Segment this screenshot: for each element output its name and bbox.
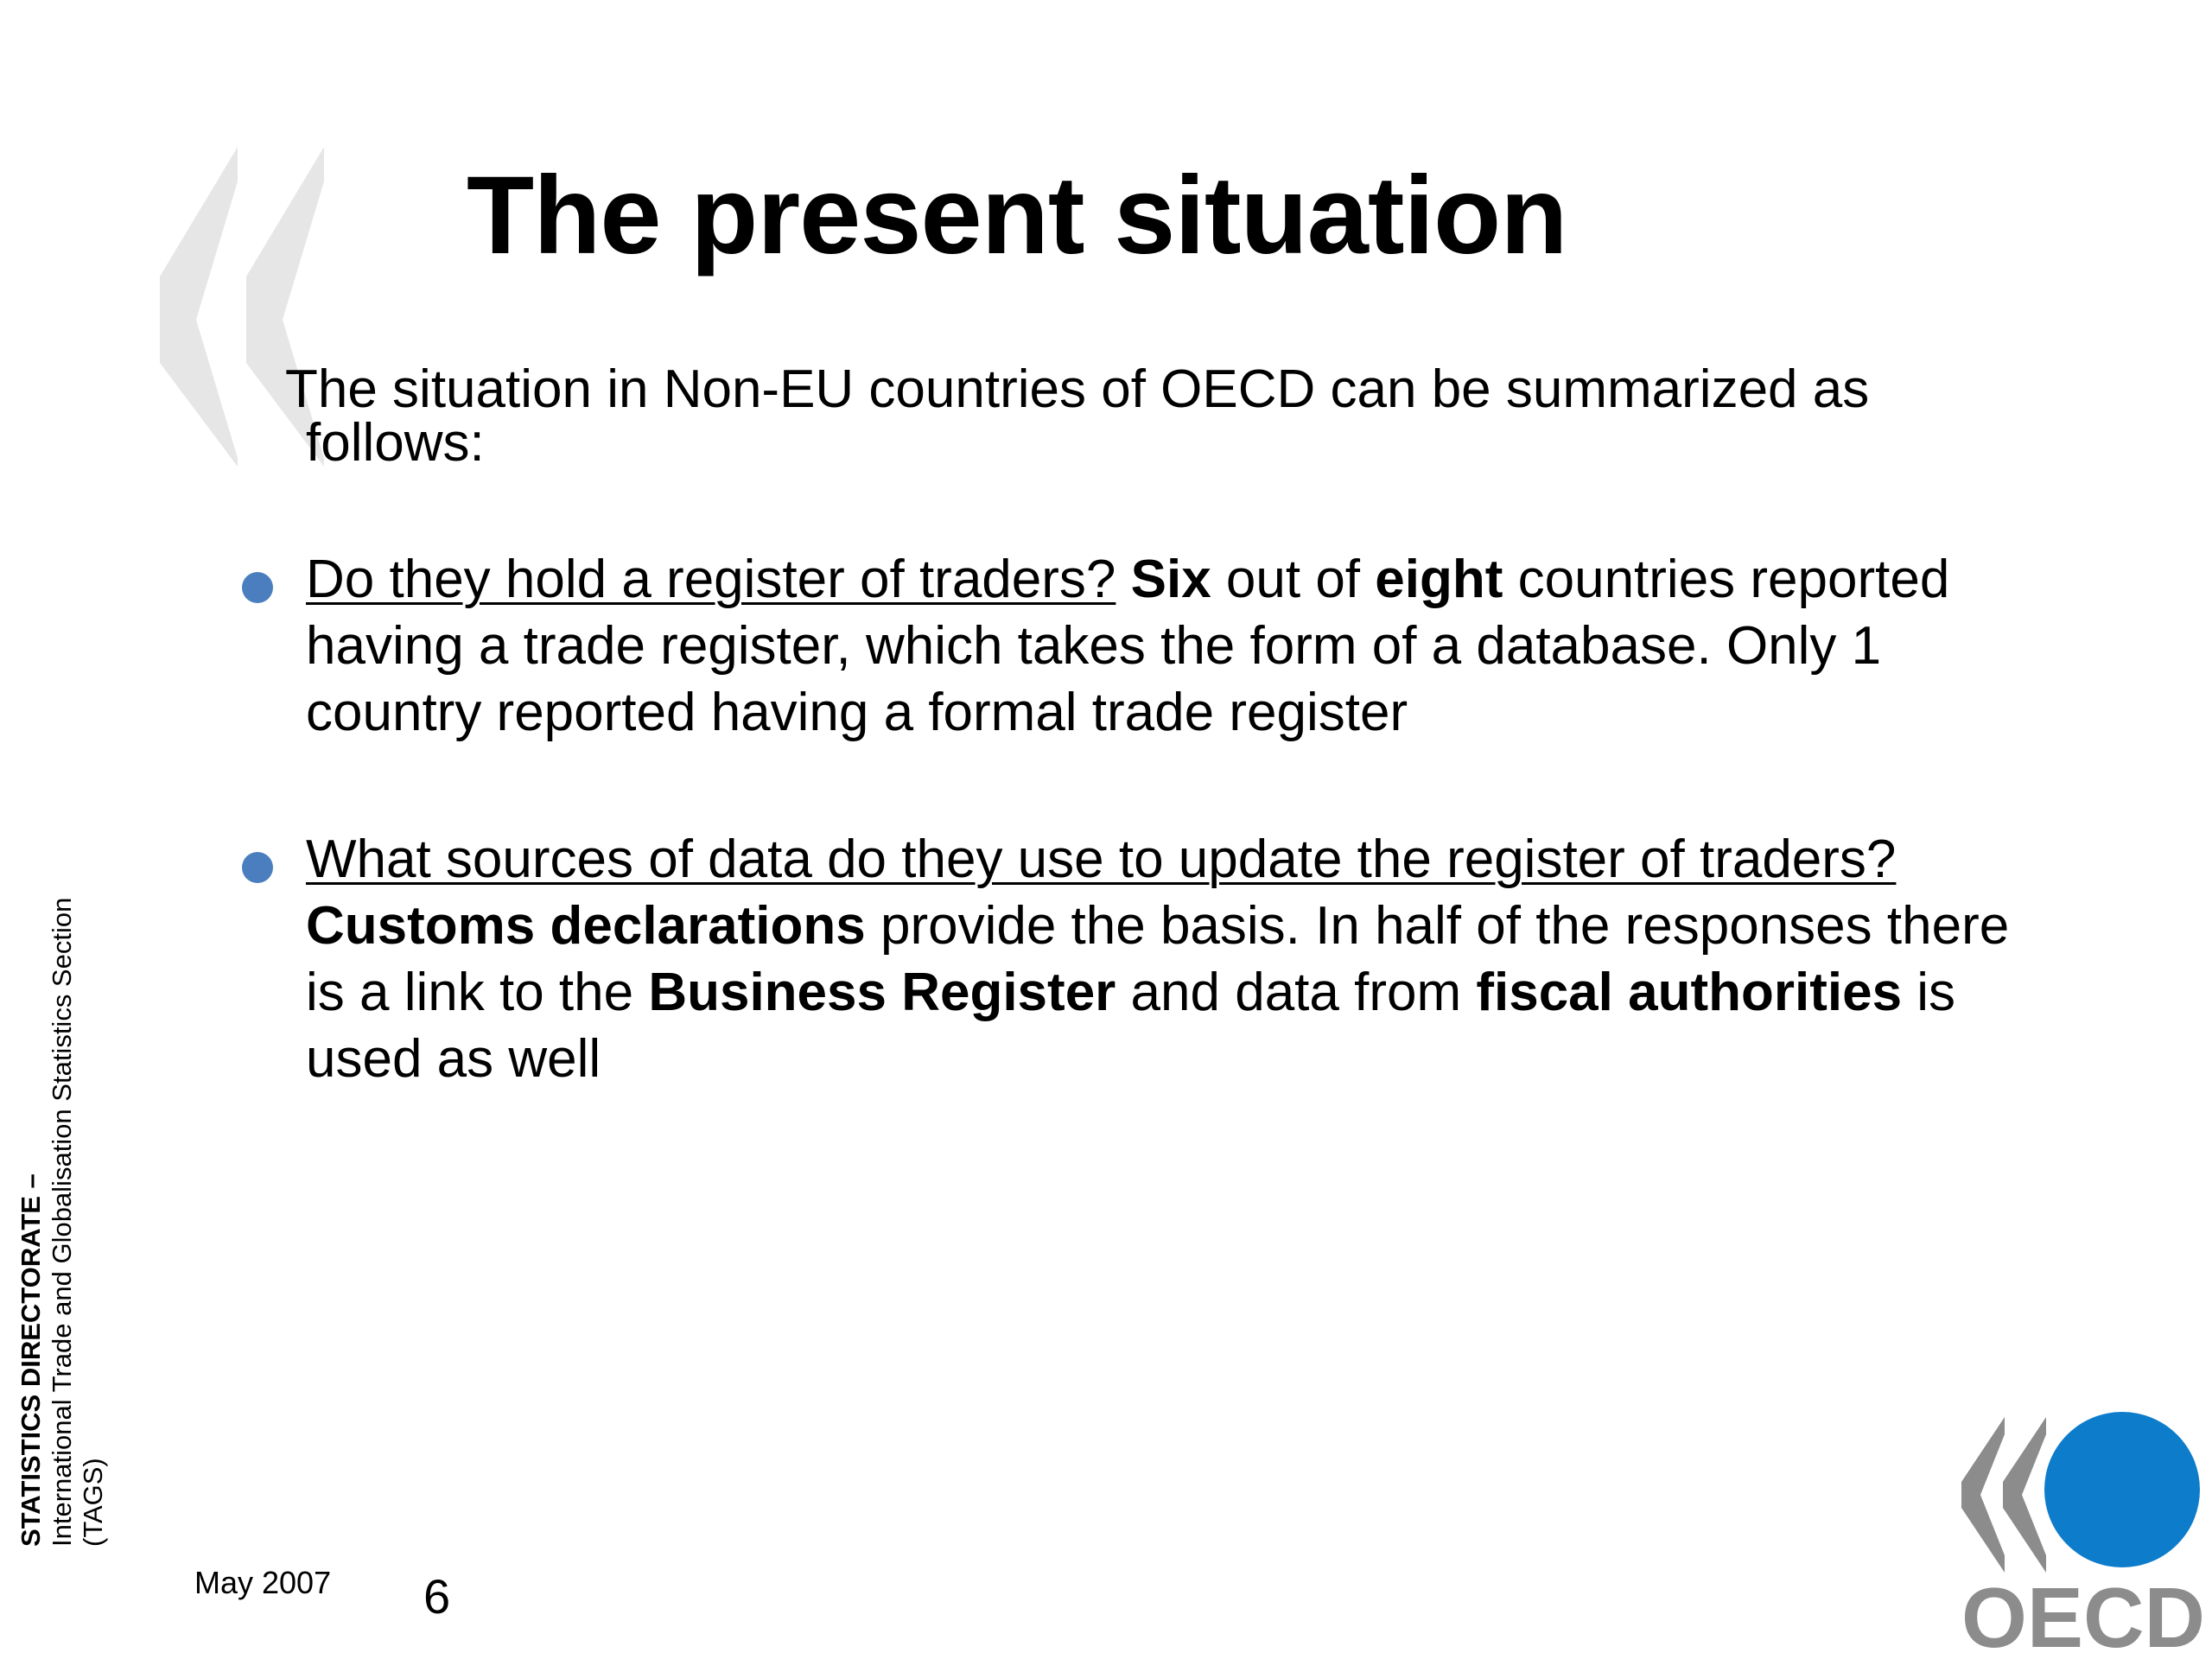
bullet-item-register (306, 546, 2025, 746)
bullet-text: and data from (1116, 963, 1477, 1022)
logo-circle (2044, 1412, 2200, 1567)
bullet-question: What sources of data do they use to update the register of traders? (306, 830, 1897, 889)
bullet-emphasis: fiscal authorities (1476, 963, 1903, 1022)
bullet-item-sources (306, 826, 2025, 1092)
sidebar-directorate-label (16, 898, 109, 1547)
page-number: 6 (423, 1569, 451, 1624)
sidebar-line-2: International Trade and Globalisation Statistics Section (47, 897, 77, 1547)
oecd-logo (1961, 1400, 2212, 1659)
intro-line-1: The situation in Non-EU countries of OECD can be summarized as (285, 359, 1870, 419)
bullet-text-space (1116, 550, 1130, 609)
bullet-emphasis: Business Register (648, 963, 1116, 1022)
bullet-emphasis: Customs declarations (306, 896, 866, 956)
sidebar-line-3: (TAGS) (78, 1458, 108, 1547)
slide-title: The present situation (467, 154, 1567, 277)
bullet-text: provide the basis. In half of the responses there is a link to the (306, 896, 2010, 1022)
logo-text: OECD (1961, 1570, 2205, 1659)
bullet-dot-icon (242, 572, 273, 603)
logo-quote-left (1961, 1417, 2005, 1573)
bullet-emphasis: Six (1130, 550, 1211, 609)
bullet-dot-icon (242, 852, 273, 883)
bullet-question: Do they hold a register of traders? (306, 550, 1116, 609)
bullet-emphasis: eight (1375, 550, 1503, 609)
sidebar-line-1: STATISTICS DIRECTORATE – (16, 1173, 46, 1547)
bullet-text: out of (1211, 550, 1376, 609)
intro-text (285, 359, 1970, 473)
logo-quote-right (2003, 1417, 2046, 1573)
footer-date: May 2007 (194, 1565, 332, 1600)
bullet-text: is used as well (306, 963, 1956, 1089)
bullet-text: countries reported having a trade register, which takes the form of a database. Only 1 country reported having a formal trade register (306, 550, 1950, 742)
intro-line-2: follows: (306, 413, 485, 473)
